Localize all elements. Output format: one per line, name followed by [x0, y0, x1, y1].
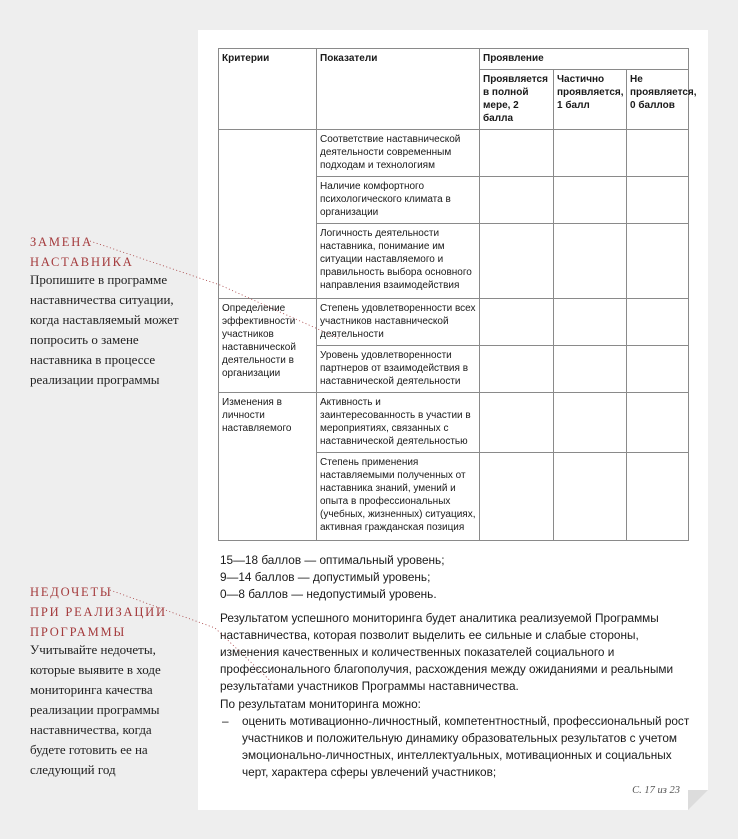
header-indicators: Показатели: [317, 49, 480, 130]
score-cell: [554, 224, 627, 299]
table-header-row: [219, 49, 689, 70]
note-title-line: ПРИ РЕАЛИЗАЦИИ: [30, 605, 167, 619]
note-title-line: ЗАМЕНА: [30, 235, 93, 249]
list-dash: –: [222, 714, 229, 728]
score-cell: [627, 453, 689, 541]
score-cell: [554, 130, 627, 177]
header-partial: Частично проявляется, 1 балл: [554, 70, 627, 130]
score-cell: [480, 346, 554, 393]
score-cell: [480, 453, 554, 541]
score-cell: [627, 346, 689, 393]
header-full: Проявляется в полной мере, 2 балла: [480, 70, 554, 130]
monitoring-paragraph: По результатам мониторинга можно:: [220, 697, 421, 711]
header-manifestation: Проявление: [480, 49, 689, 70]
score-cell: [627, 177, 689, 224]
score-cell: [480, 393, 554, 453]
score-cell: [627, 130, 689, 177]
table-row: [219, 130, 689, 177]
indicator-cell: Степень применения наставляемыми полученных от наставника знаний, умений и опыта в профессиональных (учебных, жизненных) ситуациях, активная гражданская позиция: [317, 453, 480, 541]
score-cell: [480, 299, 554, 346]
indicator-cell: Активность и заинтересованность в участии в мероприятиях, связанных с наставнической деятельностью: [317, 393, 480, 453]
page-number: С. 17 из 23: [632, 785, 680, 796]
score-cell: [480, 130, 554, 177]
note-title-line: НАСТАВНИКА: [30, 255, 134, 269]
note-replacement-title: [30, 232, 134, 272]
list-item: [220, 713, 690, 781]
indicator-cell: Уровень удовлетворенности партнеров от взаимодействия в наставнической деятельности: [317, 346, 480, 393]
score-cell: [554, 177, 627, 224]
score-cell: [554, 299, 627, 346]
score-cell: [627, 224, 689, 299]
indicator-cell: Степень удовлетворенности всех участников наставнической деятельности: [317, 299, 480, 346]
header-none: Не проявляется, 0 баллов: [627, 70, 689, 130]
score-line: 9—14 баллов — допустимый уровень;: [220, 570, 431, 584]
list-item-text: оценить мотивационно-личностный, компетентностный, профессиональный рост участников и положительную динамику образовательных результатов с учетом эмоционально-личностных, интеллектуальных, мотивационных и социальных черт, характера сферы увлечений участников;: [242, 714, 690, 779]
note-replacement-body: Пропишите в программе наставничества ситуации, когда наставляемый может попросить о замене наставника в процессе реализации программы: [30, 272, 179, 387]
table-row: [219, 299, 689, 346]
score-line: 0—8 баллов — недопустимый уровень.: [220, 587, 437, 601]
note-title-line: НЕДОЧЕТЫ: [30, 585, 113, 599]
score-cell: [480, 177, 554, 224]
criterion-cell: Изменения в личности наставляемого: [219, 393, 317, 541]
table-row: [219, 393, 689, 453]
page-corner-fold: [688, 790, 708, 810]
indicator-cell: Наличие комфортного психологического климата в организации: [317, 177, 480, 224]
indicator-cell: Соответствие наставнической деятельности современным подходам и технологиям: [317, 130, 480, 177]
score-cell: [554, 346, 627, 393]
score-cell: [554, 393, 627, 453]
indicator-cell: Логичность деятельности наставника, понимание им ситуации наставляемого и правильность выбора основного направления взаимодействия: [317, 224, 480, 299]
score-cell: [627, 393, 689, 453]
results-paragraph: Результатом успешного мониторинга будет аналитика реализуемой Программы наставничества, которая позволит выделить ее сильные и слабые стороны, изменения качественных и количественных показателей социального и профессионального благополучия, расхождения между ожиданиями и реальными результатами участников Программы наставничества.: [220, 611, 674, 693]
score-scale: [220, 552, 690, 603]
note-shortcomings-body: Учитывайте недочеты, которые выявите в ходе мониторинга качества реализации программы наставничества, когда будете готовить ее на следующий год: [30, 642, 161, 777]
criterion-cell: [219, 130, 317, 299]
score-cell: [627, 299, 689, 346]
score-line: 15—18 баллов — оптимальный уровень;: [220, 553, 445, 567]
note-title-line: ПРОГРАММЫ: [30, 625, 127, 639]
note-shortcomings-title: [30, 582, 167, 642]
header-criteria: Критерии: [219, 49, 317, 130]
criteria-table: [218, 48, 697, 541]
bullet-list: [220, 713, 690, 781]
score-cell: [554, 453, 627, 541]
criterion-cell: Определение эффективности участников наставнической деятельности в организации: [219, 299, 317, 393]
score-cell: [480, 224, 554, 299]
